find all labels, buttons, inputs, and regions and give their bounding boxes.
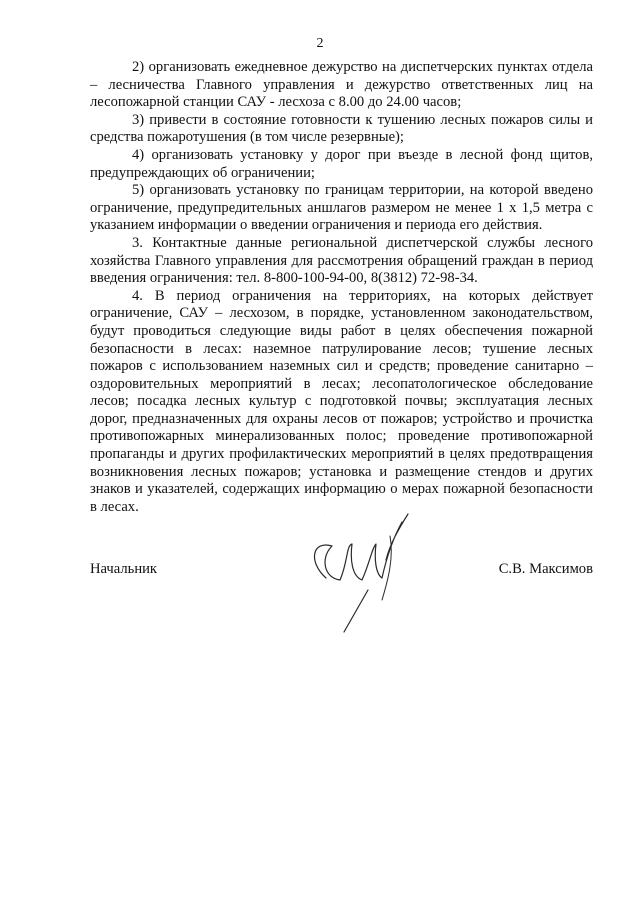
document-body (90, 59, 593, 516)
paragraph-item-2: 2) организовать ежедневное дежурство на диспетчерских пунктах отдела – лесничества Главного управления и дежурство ответственных лиц на лесопожарной станции САУ - лесхоза с 8.00 до 24.00 часов; (90, 59, 593, 111)
paragraph-item-5: 5) организовать установку по границам территории, на которой введено ограничение, предупредительных аншлагов размером не менее 1 х 1,5 метра с указанием информации о введении ограничения и периода его действия. (90, 182, 593, 234)
page-number: 2 (316, 36, 324, 51)
paragraph-works: 4. В период ограничения на территориях, на которых действует ограничение, САУ – лесхозом, в порядке, установленном законодательством, будут проводиться следующие виды работ в целях обеспечения пожарной безопасности в лесах: наземное патрулирование лесов; тушение лесных пожаров с использованием наземных сил и средств; проведение санитарно – оздоровительных мероприятий в лесах; лесопатологическое обследование лесов; посадка лесных культур с подготовкой почвы; эксплуатация лесных дорог, предназначенных для охраны лесов от пожаров; устройство и прочистка противопожарных минерализованных полос; проведение противопожарной пропаганды и других профилактических мероприятий в целях предотвращения возникновения лесных пожаров; установка и размещение стендов и других знаков и указателей, содержащих информацию о мерах пожарной безопасности в лесах. (90, 287, 593, 515)
handwritten-signature (290, 500, 430, 640)
signatory-title: Начальник (90, 561, 158, 577)
paragraph-item-3: 3) привести в состояние готовности к тушению лесных пожаров силы и средства пожаротушения (в том числе резервные); (90, 111, 593, 146)
paragraph-contacts: 3. Контактные данные региональной диспетчерской службы лесного хозяйства Главного управления для рассмотрения обращений граждан в период введения ограничения: тел. 8-800-100-94-00, 8(3812) 72-98-34. (90, 234, 593, 287)
paragraph-item-4: 4) организовать установку у дорог при въезде в лесной фонд щитов, предупреждающих об ограничении; (90, 146, 593, 181)
signatory-name: С.В. Максимов (498, 561, 593, 577)
